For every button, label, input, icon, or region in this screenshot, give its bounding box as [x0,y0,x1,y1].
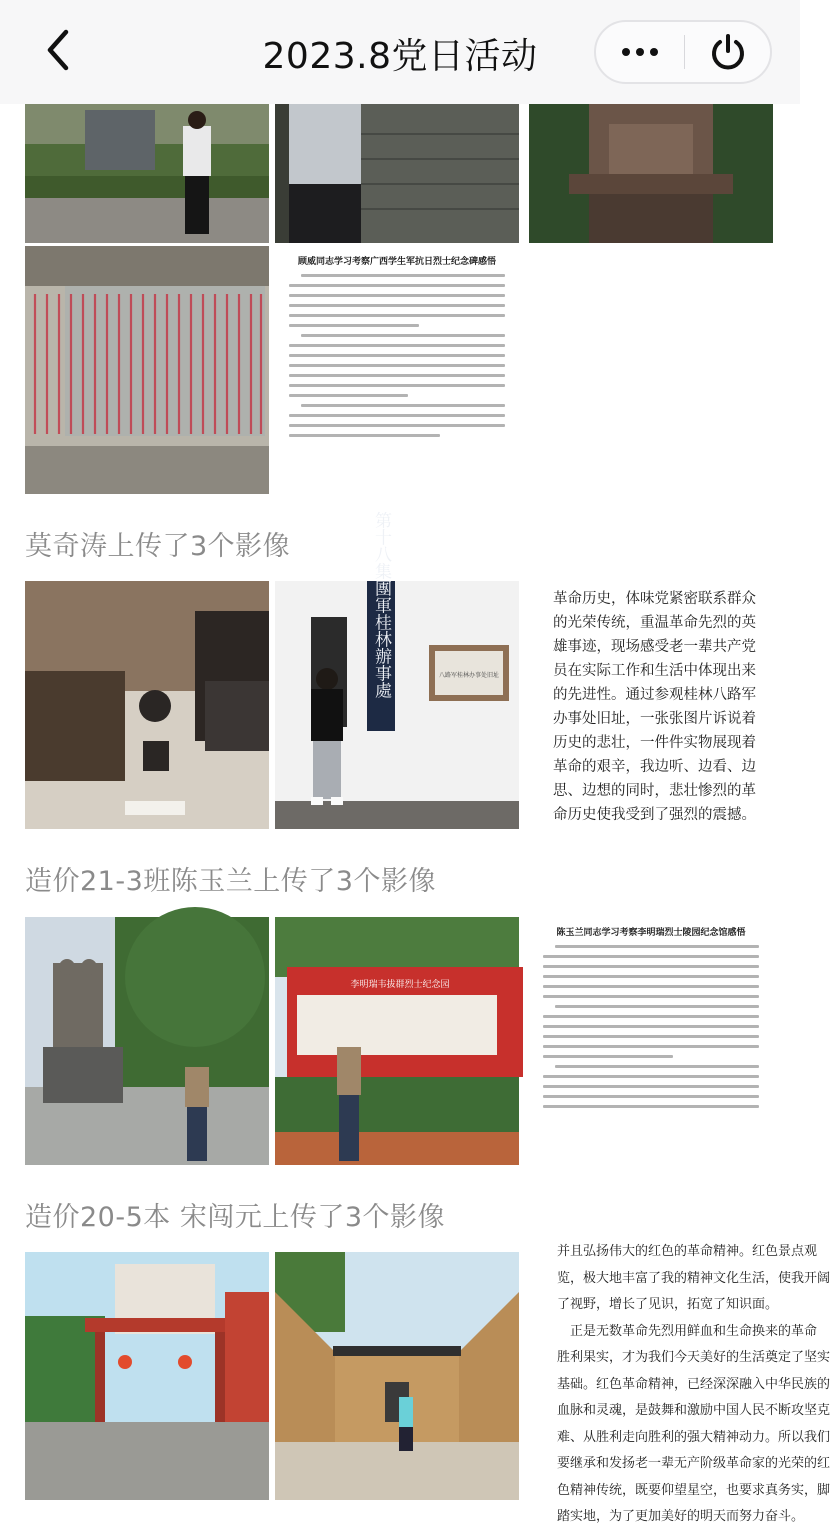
photo-thumbnail[interactable] [25,581,269,829]
uploader-caption: 莫奇涛上传了3个影像 [25,531,291,562]
document-title: 顾威同志学习考察广西学生军抗日烈士纪念碑感悟 [297,257,496,267]
photo-thumbnail[interactable] [275,104,519,243]
photo-grid [25,917,775,1165]
uploader-caption: 造价20-5本 宋闯元上传了3个影像 [25,1202,446,1233]
photo-grid [25,104,775,243]
building-sign-text: 第十八集團軍桂林辦事處 [371,511,391,699]
close-button[interactable] [685,22,770,82]
document-title: 陈玉兰同志学习考察李明瑞烈士陵园纪念馆感悟 [556,928,746,938]
photo-thumbnail[interactable] [275,511,519,829]
document-thumbnail[interactable] [529,917,773,1165]
photo-thumbnail[interactable] [25,1252,269,1500]
photo-grid [25,246,775,494]
photo-thumbnail[interactable] [25,917,269,1165]
photo-thumbnail[interactable] [25,246,269,494]
plaque-text: 八路军桂林办事处旧址 [438,672,500,679]
text-image-thumbnail[interactable]: 革命历史，体味党紧密联系群众 的光荣传统，重温革命先烈的英 雄事迹，现场感受老一辈共产党 员在实际工作和生活中体现出来 的先进性。通过参观桂林八路军 办事处旧址，一张张图片诉说着 历史的悲壮，一件件实物展现着 革命的艰辛，我边听、边看、边 思、边想的同时，悲壮惨烈的革 命历史使我受到了强烈的震撼。 [529,581,773,829]
memorial-banner-text: 李明瑞韦拔群烈士纪念园 [350,980,450,990]
text-image-thumbnail[interactable]: 并且弘扬伟大的红色的革命精神。红色景点观 览，极大地丰富了我的精神文化生活，使我开阔 了视野，增长了见识，拓宽了知识面。 正是无数革命先烈用鲜血和生命换来的革命 胜利果实，才为我们今天美好的生活奠定了坚实 基础。红色革命精神，已经深深融入中华民族的 血脉和灵魂，是鼓舞和激励中国人民不断攻坚克 难、从胜利走向胜利的强大精神动力。所以我们 要继承和发扬老一辈无产阶级革命家的光荣的红 色精神传统，既要仰望星空，也要求真务实，脚 踏实地，为了更加美好的明天而努力奋斗。 [529,1252,773,1500]
document-thumbnail[interactable] [275,246,519,494]
power-icon [707,31,749,73]
more-dots-icon [622,48,630,56]
photo-thumbnail[interactable] [529,104,773,243]
photo-thumbnail[interactable] [275,917,519,1165]
uploader-caption: 造价21-3班陈玉兰上传了3个影像 [25,866,436,897]
photo-thumbnail[interactable] [275,1252,519,1500]
more-button[interactable] [596,22,684,82]
photo-grid [25,1244,830,1524]
mini-program-capsule [594,20,772,84]
page-title: 2023.8党日活动 [262,36,538,77]
navigation-bar [0,0,800,104]
photo-thumbnail[interactable] [25,104,269,243]
